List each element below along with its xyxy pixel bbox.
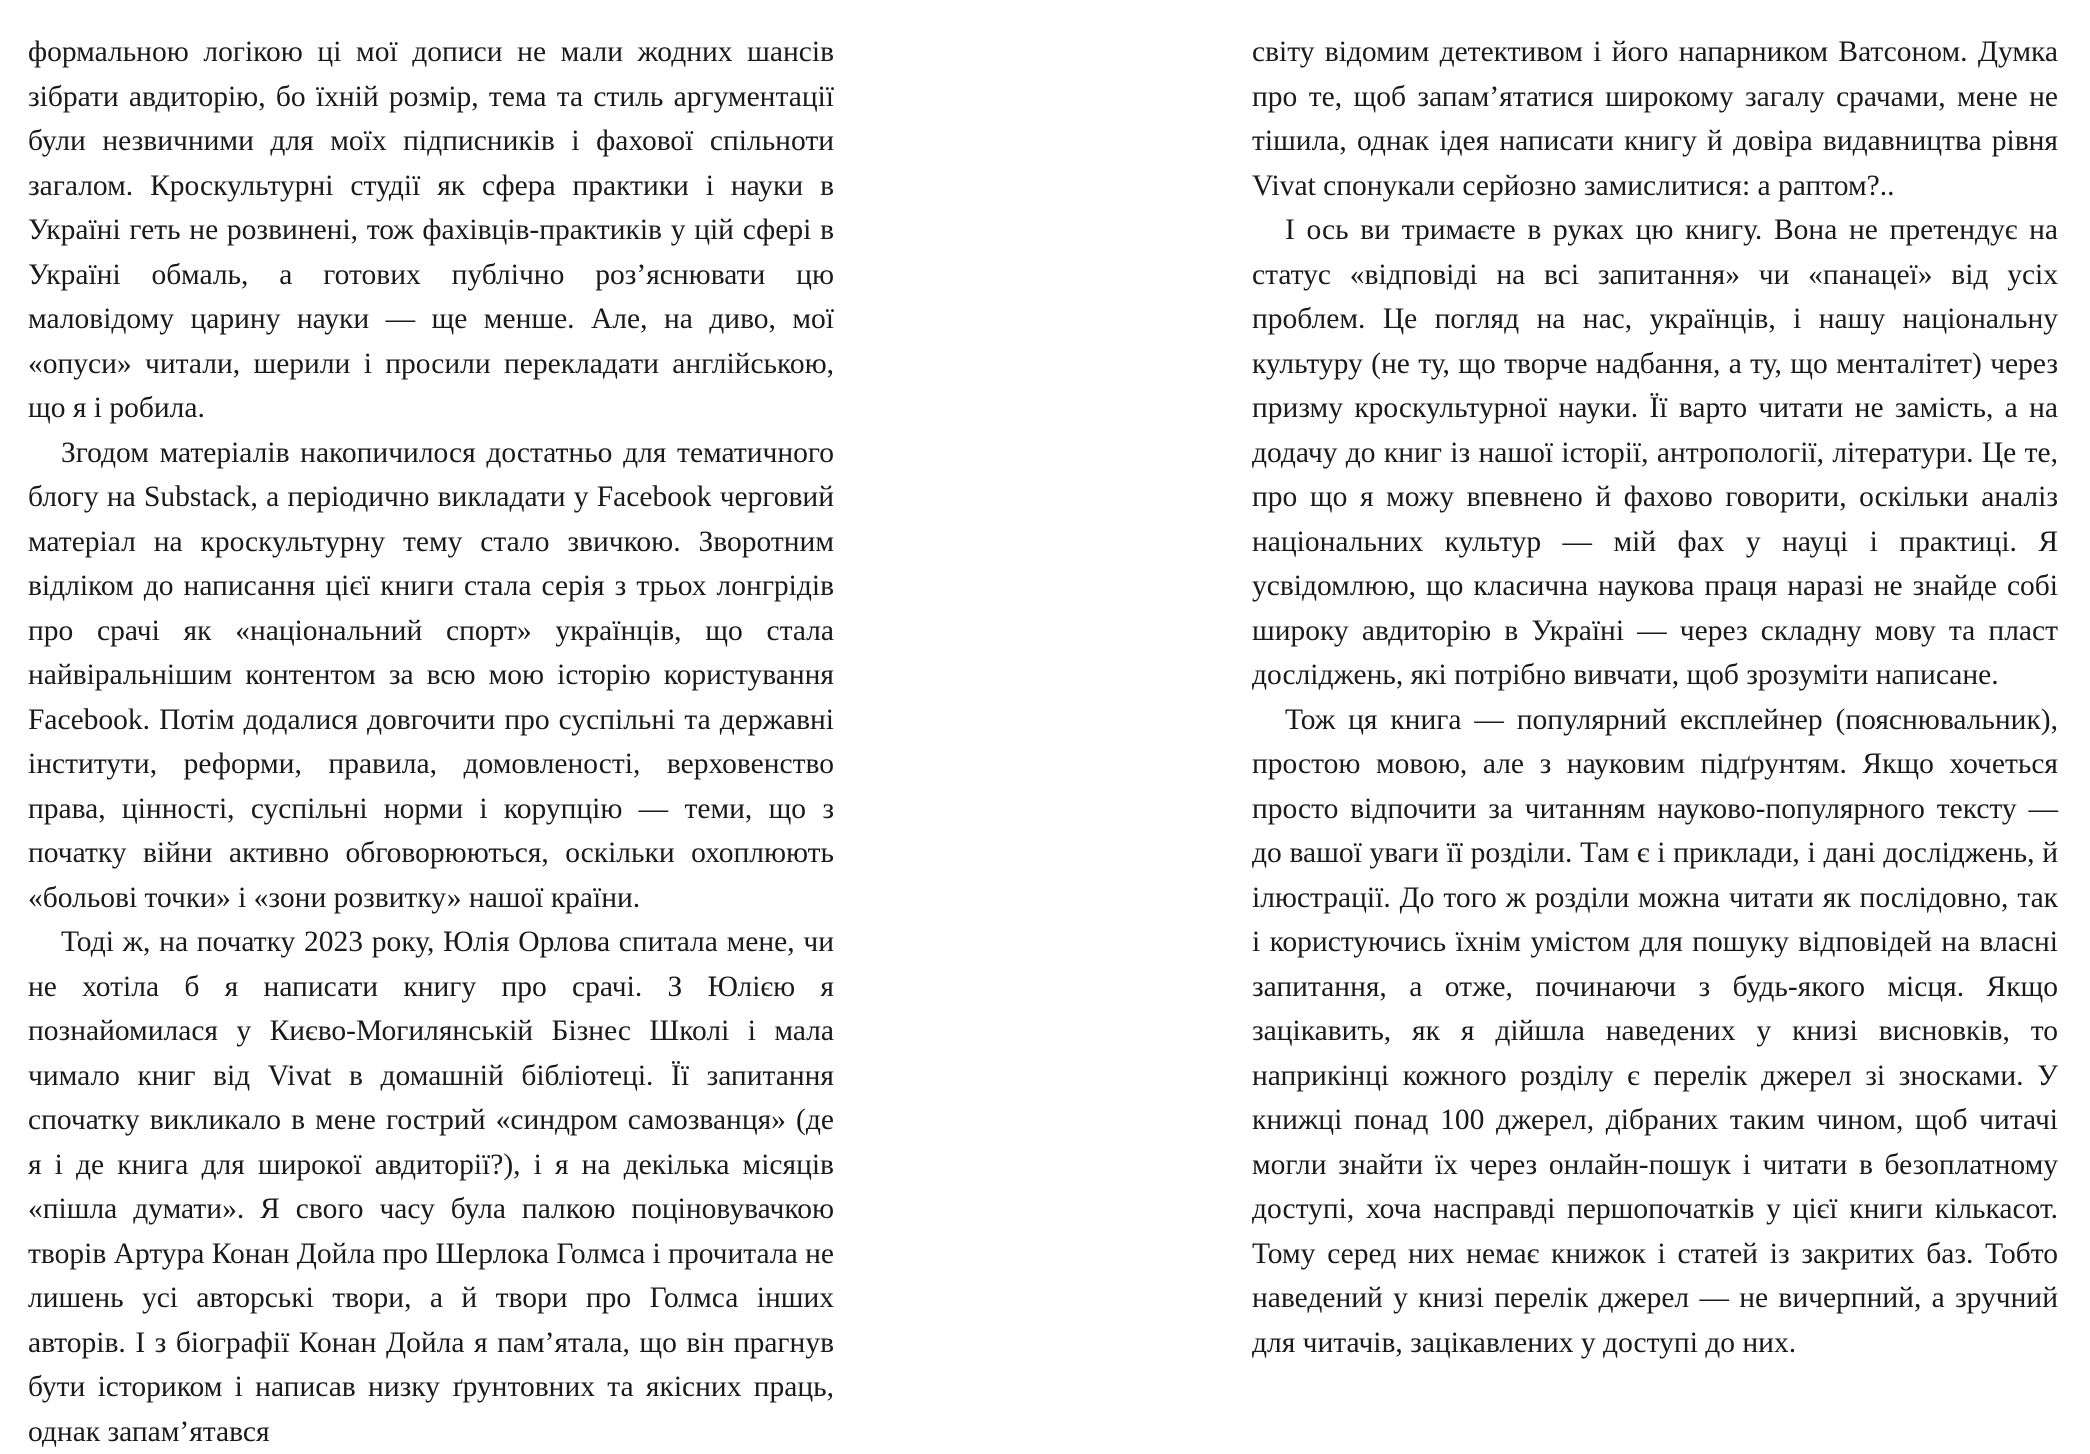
right-paragraph-2: І ось ви тримаєте в руках цю книгу. Вона не претендує на статус «відповіді на всі запитання» чи «панацеї» від усіх проблем. Це погляд на нас, українців, і нашу національну культуру (не ту, що творче надбання, а ту, що менталітет) через призму кроскультурної науки. Її варто читати не замість, а на додачу до книг із нашої історії, антропології, літератури. Це те, про що я можу впевнено й фахово говорити, оскільки аналіз національних культур — мій фах у науці і практиці. Я усвідомлюю, що класична наукова праця наразі не знайде собі широку авдиторію в Україні — через складну мову та пласт досліджень, які потрібно вивчати, щоб зрозуміти написане. xyxy=(1252,214,2058,691)
left-paragraph-1: формальною логікою ці мої дописи не мали жодних шансів зібрати авдиторію, бо їхній розмір, тема та стиль аргументації були незвичними для моїх підписників і фахової спільноти загалом. Кроскультурні студії як сфера практики і науки в Україні геть не розвинені, тож фахівців-практиків у цій сфері в Україні обмаль, а готових публічно роз’яснювати цю маловідому царину науки — ще менше. Але, на диво, мої «опуси» читали, шерили і просили перекладати англійською, що я і робила. xyxy=(28,36,834,424)
right-paragraph-1: світу відомим детективом і його напарником Ватсоном. Думка про те, щоб запам’ятатися широкому загалу срачами, мене не тішила, однак ідея написати книгу й довіра видавництва рівня Vivat спонукали серйозно замислитися: а раптом?.. xyxy=(1252,36,2058,202)
left-paragraph-2: Згодом матеріалів накопичилося достатньо для тематичного блогу на Substack, а періодично викладати у Facebook черговий матеріал на кроскультурну тему стало звичкою. Зворотним відліком до написання цієї книги стала серія з трьох лонгрідів про срачі як «національний спорт» українців, що стала найвіральнішим контентом за всю мою історію користування Facebook. Потім додалися довгочити про суспільні та державні інститути, реформи, правила, домовленості, верховенство права, цінності, суспільні норми і корупцію — теми, що з початку війни активно обговорюються, оскільки охоплюють «больові точки» і «зони розвитку» нашої країни. xyxy=(28,436,834,914)
left-page xyxy=(28,30,834,1454)
left-paragraph-3: Тоді ж, на початку 2023 року, Юлія Орлова спитала мене, чи не хотіла б я написати книгу про срачі. З Юлією я познайомилася у Києво-Могилянській Бізнес Школі і мала чимало книг від Vivat в домашній бібліотеці. Її запитання спочатку викликало в мене гострий «синдром самозванця» (де я і де книга для широкої авдиторії?), і я на декілька місяців «пішла думати». Я свого часу була палкою поціновувачкою творів Артура Конан Дойла про Шерлока Голмса і прочитала не лишень усі авторські твори, а й твори про Голмса інших авторів. І з біографії Конан Дойла я пам’ятала, що він прагнув бути істориком і написав низку ґрунтовних та якісних праць, однак запам’ятався xyxy=(28,926,834,1448)
right-paragraph-3: Тож ця книга — популярний експлейнер (пояснювальник), простою мовою, але з науковим підґрунтям. Якщо хочеться просто відпочити за читанням науково-популярного тексту — до вашої уваги її розділи. Там є і приклади, і дані досліджень, й ілюстрації. До того ж розділи можна читати як послідовно, так і користуючись їхнім умістом для пошуку відповідей на власні запитання, а отже, починаючи з будь-якого місця. Якщо зацікавить, як я дійшла наведених у книзі висновків, то наприкінці кожного розділу є перелік джерел зі зносками. У книжці понад 100 джерел, дібраних таким чином, щоб читачі могли знайти їх через онлайн-пошук і читати в безоплатному доступі, хоча насправді першопочатків у цієї книги кількасот. Тому серед них немає книжок і статей із закритих баз. Тобто наведений у книзі перелік джерел — не вичерпний, а зручний для читачів, зацікавлених у доступі до них. xyxy=(1252,703,2058,1359)
right-page xyxy=(1252,30,2058,1365)
